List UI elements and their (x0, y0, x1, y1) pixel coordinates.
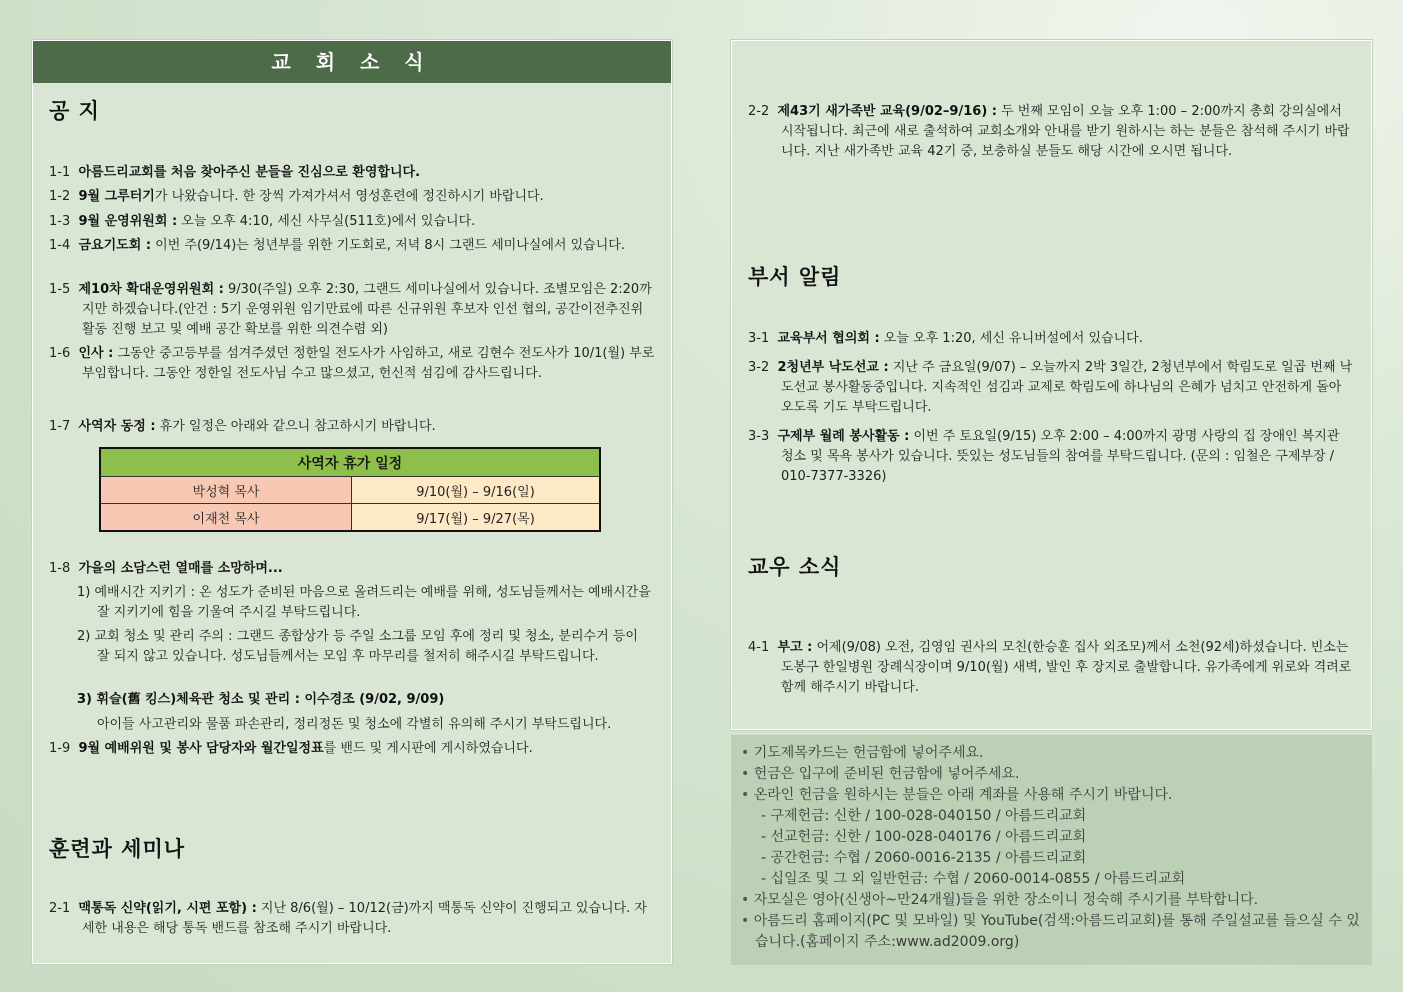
subitem-text: 교회 청소 및 관리 주의 : 그랜드 종합상가 등 주일 소그룹 모임 후에 정리 및 청소, 분리수거 등이 잘 되지 않고 있습니다. 성도님들께서는 모임 후 마무리를 철저히 해주시길 부탁드립니다. (94, 629, 638, 664)
item-number: 1-4 (49, 238, 71, 253)
list-item (739, 743, 1362, 764)
item-title: 아름드리교회를 처음 찾아주신 분들을 진심으로 환영합니다. (78, 165, 421, 180)
subitem-text: 휘슬(舊 킹스)체육관 청소 및 관리 : 이수경조 (9/02, 9/09) (96, 692, 445, 707)
item-title: 사역자 동정 : (78, 419, 156, 434)
notice-item-1-3 (49, 212, 659, 232)
item-number: 1-2 (49, 189, 71, 204)
item-title: 인사 : (78, 346, 114, 361)
notice-item-1-7 (49, 417, 659, 437)
left-panel (32, 40, 672, 964)
notice-item-1-8 (49, 559, 659, 579)
subitem-number: 2) (77, 629, 91, 644)
subitem-2 (77, 627, 653, 667)
list-item (739, 764, 1362, 785)
notice-item-1-1 (49, 163, 659, 183)
item-number: 1-7 (49, 419, 71, 434)
dept-item-3-3 (748, 427, 1353, 487)
subitem-text: 예배시간 지키기 : 온 성도가 준비된 마음으로 올려드리는 예배를 위해, 성도님들께서는 예배시간을 잘 지키기에 힘을 기울여 주시길 부탁드립니다. (94, 585, 651, 620)
notice-item-1-2 (49, 187, 659, 207)
dept-heading: 부서 알림 (748, 265, 842, 289)
subitem-3 (77, 690, 653, 710)
item-title: 구제부 월례 봉사활동 : (777, 429, 910, 444)
item-text: 이번 주 토요일(9/15) 오후 2:00 – 4:00까지 광명 사랑의 집 장애인 복지관 청소 및 목욕 봉사가 있습니다. 뜻있는 성도님들의 참여를 부탁드립니다. (문의 : 임철은 구제부장 / 010-7377-3326) (781, 429, 1340, 484)
item-number: 2-1 (49, 901, 71, 916)
notice-item-1-4 (49, 236, 659, 256)
bullet-icon: • (741, 766, 750, 782)
subitem-number: 3) (77, 692, 92, 707)
bullet-icon: • (741, 913, 750, 929)
item-number: 1-1 (49, 165, 71, 180)
item-text: 이번 주(9/14)는 청년부를 위한 기도회로, 저녁 8시 그랜드 세미나실에서 있습니다. (151, 238, 625, 253)
subitem-1 (77, 583, 653, 623)
note-text: 온라인 헌금을 원하시는 분들은 아래 계좌를 사용해 주시기 바랍니다. (753, 787, 1173, 803)
item-number: 1-9 (49, 741, 71, 756)
item-text: 오늘 오후 4:10, 세신 사무실(511호)에서 있습니다. (177, 214, 476, 229)
member-heading: 교우 소식 (748, 555, 842, 579)
training-heading: 훈련과 세미나 (49, 837, 186, 861)
item-text: 가 나왔습니다. 한 장씩 가져가셔서 영성훈련에 정진하시기 바랍니다. (154, 189, 544, 204)
item-title: 부고 : (777, 640, 813, 655)
item-text: 어제(9/08) 오전, 김영임 권사의 모친(한승훈 집사 외조모)께서 소천(92세)하셨습니다. 빈소는 도봉구 한일병원 장례식장이며 9/10(월) 새벽, 발인 후 장지로 출발합니다. 유가족에게 위로와 격려로 함께 해주시기 바랍니다. (781, 640, 1352, 695)
member-item-4-1 (748, 638, 1353, 698)
item-text: 지난 주 금요일(9/07) – 오늘까지 2박 3일간, 2청년부에서 학림도로 일곱 번째 낙도선교 봉사활동중입니다. 지속적인 섬김과 교제로 학림도에 하나님의 은혜가 넘치고 안전하게 돌아오도록 기도 부탁드립니다. (781, 360, 1353, 415)
item-text: 9/30(주일) 오후 2:30, 그랜드 세미나실에서 있습니다. 조별모임은 2:20까지만 하겠습니다.(안건 : 5기 운영위원 임기만료에 따른 신규위원 후보자 인선 협의, 공간이전추진위 활동 진행 보고 및 예배 공간 확보를 위한 의견수렴 외) (82, 282, 652, 337)
training-item-2-1 (49, 899, 659, 939)
bullet-icon: • (741, 745, 750, 761)
item-text: 두 번째 모임이 오늘 오후 1:00 – 2:00까지 총회 강의실에서 시작됩니다. 최근에 새로 출석하여 교회소개와 안내를 받기 원하시는 하는 분들은 참석해 주시기 바랍니다. 지난 새가족반 교육 42기 중, 보충하실 분들도 해당 시간에 오시면 됩니다. (781, 104, 1350, 159)
schedule-period: 9/10(월) – 9/16(일) (352, 477, 601, 504)
list-item (739, 911, 1362, 953)
dept-item-3-2 (748, 358, 1353, 418)
item-title: 제43기 새가족반 교육(9/02–9/16) : (777, 104, 997, 119)
item-title: 맥통독 신약(읽기, 시편 포함) : (78, 901, 257, 916)
section-banner: 교 회 소 식 (33, 41, 671, 83)
account-item: - 구제헌금: 신한 / 100-028-040150 / 아름드리교회 (761, 808, 1087, 824)
schedule-name: 이재천 목사 (100, 504, 352, 532)
note-text: 기도제목카드는 헌금함에 넣어주세요. (753, 745, 984, 761)
item-number: 1-6 (49, 346, 71, 361)
item-text: 를 밴드 및 게시판에 게시하였습니다. (323, 741, 533, 756)
schedule-title: 사역자 휴가 일정 (100, 448, 600, 477)
training-item-2-2 (748, 102, 1353, 162)
notes-list (739, 743, 1362, 953)
schedule-period: 9/17(월) – 9/27(목) (352, 504, 601, 532)
account-item: - 십일조 및 그 외 일반헌금: 수협 / 2060-0014-0855 / 아름드리교회 (761, 871, 1186, 887)
subitem-number: 1) (77, 585, 91, 600)
note-text: 아름드리 홈페이지(PC 및 모바일) 및 YouTube(검색:아름드리교회)를 통해 주일설교를 들으실 수 있습니다.(홈페이지 주소:www.ad2009.org) (753, 913, 1360, 950)
item-title: 9월 그루터기 (78, 189, 155, 204)
item-number: 2-2 (748, 104, 770, 119)
notice-item-1-9 (49, 739, 659, 759)
bullet-icon: • (741, 787, 750, 803)
item-title: 교육부서 협의회 : (777, 331, 880, 346)
table-row (100, 477, 600, 504)
notice-item-1-6 (49, 344, 659, 384)
item-text: 지난 8/6(월) – 10/12(금)까지 맥통독 신약이 진행되고 있습니다. 자세한 내용은 해당 통독 밴드를 참조해 주시기 바랍니다. (82, 901, 647, 936)
vacation-schedule-table (99, 447, 601, 532)
item-number: 4-1 (748, 640, 770, 655)
item-title: 2청년부 낙도선교 : (777, 360, 889, 375)
item-number: 3-2 (748, 360, 770, 375)
notice-item-1-5 (49, 280, 659, 340)
schedule-name: 박성혁 목사 (100, 477, 352, 504)
offering-notes-box (731, 735, 1372, 965)
item-title: 금요기도회 : (78, 238, 152, 253)
item-number: 3-3 (748, 429, 770, 444)
note-text: 헌금은 입구에 준비된 헌금함에 넣어주세요. (753, 766, 1020, 782)
item-number: 1-3 (49, 214, 71, 229)
item-number: 3-1 (748, 331, 770, 346)
right-panel (731, 40, 1372, 730)
item-text: 그동안 중고등부를 섬겨주셨던 정한일 전도사가 사임하고, 새로 김현수 전도사가 10/1(월) 부로 부임합니다. 그동안 정한일 전도사님 수고 많으셨고, 헌신적 섬김에 감사드립니다. (82, 346, 655, 381)
item-number: 1-8 (49, 561, 71, 576)
notice-heading: 공 지 (49, 99, 100, 123)
account-item: - 선교헌금: 신한 / 100-028-040176 / 아름드리교회 (761, 829, 1087, 845)
item-title: 9월 예배위원 및 봉사 담당자와 월간일정표 (78, 741, 324, 756)
list-item (739, 785, 1362, 806)
item-number: 1-5 (49, 282, 71, 297)
list-item (739, 890, 1362, 911)
item-text: 오늘 오후 1:20, 세신 유니버설에서 있습니다. (879, 331, 1143, 346)
item-title: 9월 운영위원회 : (78, 214, 178, 229)
bullet-icon: • (741, 892, 750, 908)
dept-item-3-1 (748, 329, 1353, 349)
account-item: - 공간헌금: 수협 / 2060-0016-2135 / 아름드리교회 (761, 850, 1087, 866)
table-row (100, 504, 600, 532)
item-title: 제10차 확대운영위원회 : (78, 282, 224, 297)
subitem-3-note: 아이들 사고관리와 물품 파손관리, 정리정돈 및 청소에 각별히 유의해 주시기 부탁드립니다. (97, 717, 612, 732)
note-text: 자모실은 영아(신생아~만24개월)들을 위한 장소이니 정숙해 주시기를 부탁합니다. (753, 892, 1259, 908)
item-text: 휴가 일정은 아래와 같으니 참고하시기 바랍니다. (155, 419, 436, 434)
item-title: 가을의 소담스런 열매를 소망하며... (78, 561, 283, 576)
